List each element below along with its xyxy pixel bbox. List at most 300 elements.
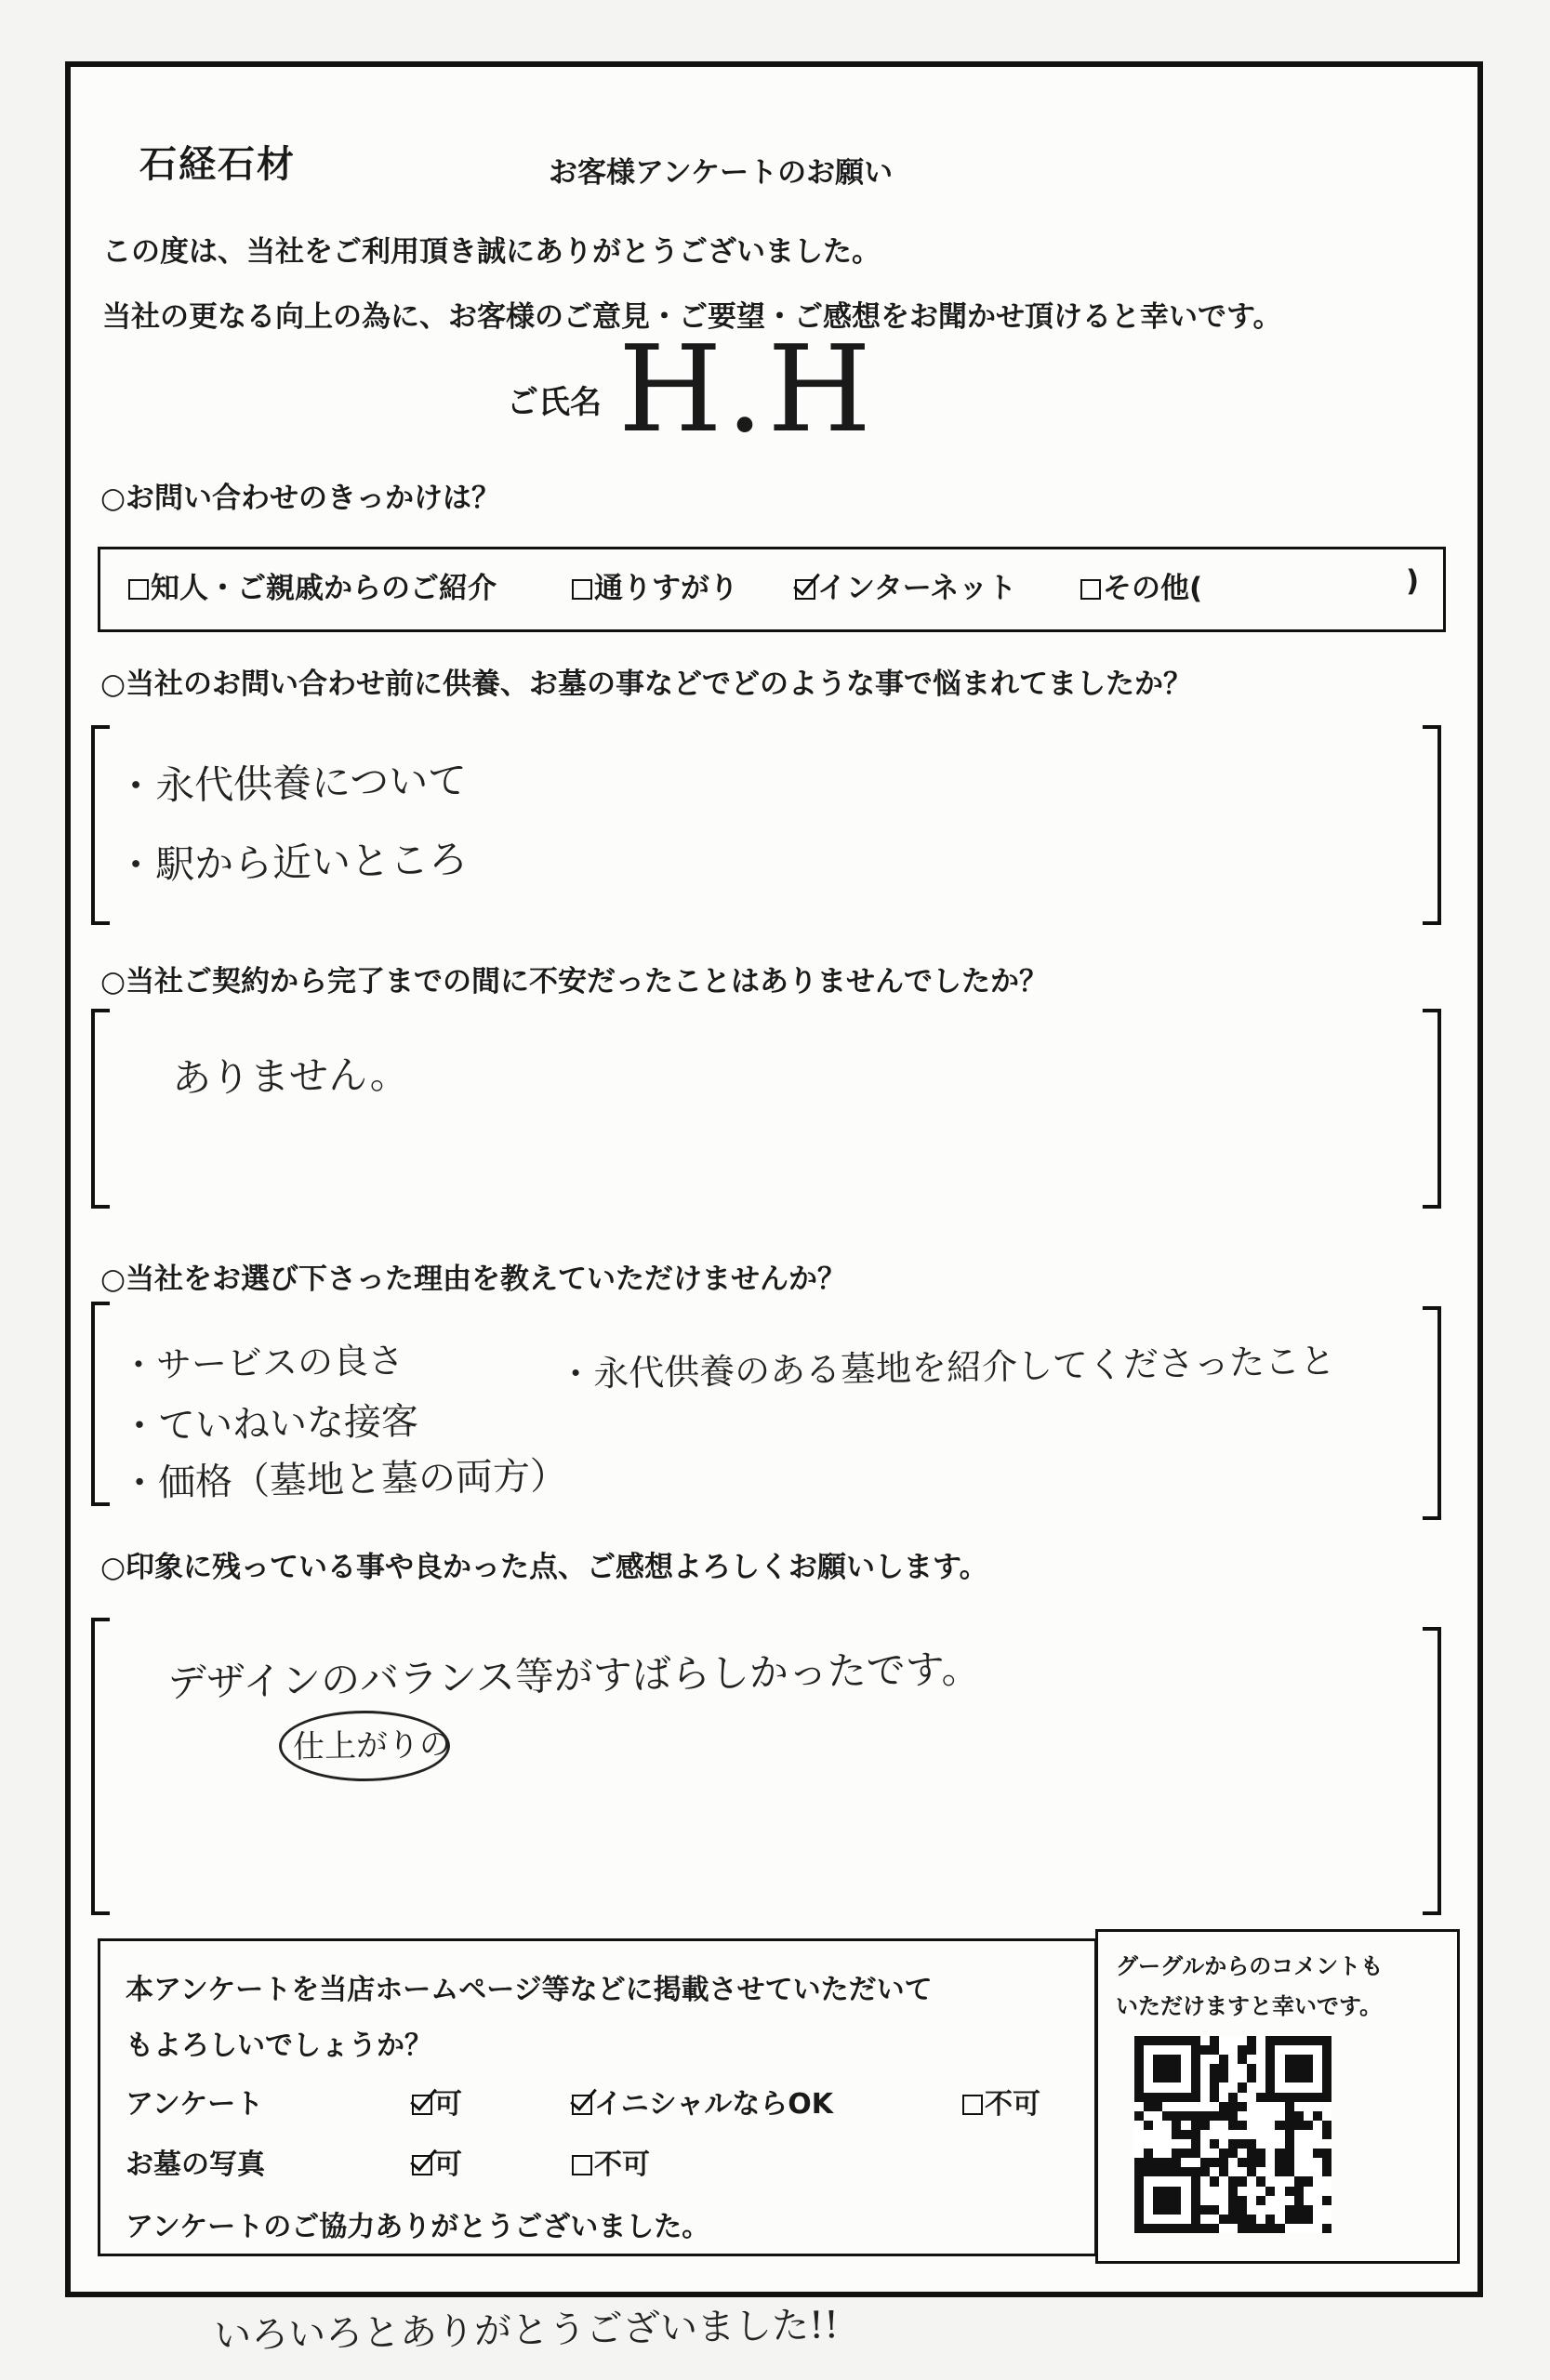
qr-module (1247, 2073, 1256, 2082)
qr-module (1153, 2073, 1162, 2082)
qr-module (1153, 2187, 1162, 2196)
qr-module (1285, 2196, 1294, 2205)
qr-module (1256, 2224, 1265, 2233)
qr-module (1228, 2196, 1238, 2205)
qr-module (1304, 2139, 1313, 2149)
qr-module (1313, 2196, 1322, 2205)
qr-module (1304, 2167, 1313, 2176)
checkbox-survey-deny[interactable] (962, 2095, 983, 2115)
qr-module (1200, 2045, 1210, 2055)
intro-line-2: 当社の更なる向上の為に、お客様のご意見・ご要望・ご感想をお聞かせ頂けると幸いです。 (102, 300, 1282, 334)
qr-module (1153, 2064, 1162, 2073)
qr-module (1313, 2139, 1322, 2149)
qr-module (1153, 2158, 1162, 2167)
qr-module (1134, 2196, 1144, 2205)
option-other[interactable] (1080, 564, 1202, 606)
qr-module (1247, 2224, 1256, 2233)
qr-module (1265, 2149, 1275, 2158)
qr-module (1322, 2036, 1331, 2045)
qr-module (1162, 2045, 1172, 2055)
qr-module (1181, 2176, 1190, 2186)
qr-module (1238, 2130, 1247, 2139)
qr-module (1247, 2139, 1256, 2149)
answer-reason-3: ・ていねいな接客 (120, 1400, 419, 1448)
answer-bracket-right (1423, 1009, 1441, 1209)
qr-module (1238, 2055, 1247, 2064)
qr-panel-line-2: いただけますと幸いです。 (1116, 1993, 1383, 2019)
qr-module (1313, 2130, 1322, 2139)
survey-option-initials[interactable] (572, 2081, 833, 2122)
qr-module (1294, 2158, 1304, 2167)
qr-module (1228, 2111, 1238, 2121)
qr-module (1181, 2073, 1190, 2082)
qr-module (1172, 2082, 1181, 2092)
answer-bracket-left (91, 725, 110, 925)
qr-module (1238, 2111, 1247, 2121)
qr-module (1200, 2196, 1210, 2205)
qr-module (1162, 2149, 1172, 2158)
qr-module (1181, 2187, 1190, 2196)
qr-module (1144, 2139, 1153, 2149)
qr-module (1162, 2176, 1172, 2186)
qr-module (1313, 2045, 1322, 2055)
qr-module (1228, 2215, 1238, 2224)
qr-module (1275, 2224, 1284, 2233)
qr-module (1200, 2139, 1210, 2149)
consent-line-2: もよろしいでしょうか？ (126, 2030, 432, 2062)
qr-module (1256, 2215, 1265, 2224)
qr-module (1275, 2093, 1284, 2102)
checkbox-referral[interactable] (128, 579, 149, 600)
qr-module (1294, 2215, 1304, 2224)
qr-module (1285, 2149, 1294, 2158)
qr-module (1256, 2167, 1265, 2176)
company-name: 石経石材 (139, 143, 296, 186)
checkbox-survey-initials-checked[interactable] (572, 2095, 592, 2115)
qr-module (1134, 2111, 1144, 2121)
qr-module (1162, 2215, 1172, 2224)
qr-module (1219, 2139, 1228, 2149)
qr-module (1313, 2064, 1322, 2073)
qr-module (1304, 2187, 1313, 2196)
qr-module (1256, 2102, 1265, 2111)
qr-module (1162, 2064, 1172, 2073)
qr-module (1313, 2102, 1322, 2111)
qr-module (1275, 2036, 1284, 2045)
checkbox-passing-by[interactable] (572, 579, 592, 600)
qr-module (1285, 2205, 1294, 2215)
qr-module (1322, 2073, 1331, 2082)
qr-module (1294, 2082, 1304, 2092)
qr-module (1134, 2073, 1144, 2082)
qr-module (1181, 2149, 1190, 2158)
qr-module (1162, 2224, 1172, 2233)
qr-module (1247, 2064, 1256, 2073)
qr-module (1210, 2149, 1219, 2158)
qr-module (1191, 2102, 1200, 2111)
qr-module (1247, 2036, 1256, 2045)
qr-module (1256, 2064, 1265, 2073)
qr-module (1294, 2149, 1304, 2158)
qr-module (1275, 2082, 1284, 2092)
qr-module (1265, 2196, 1275, 2205)
consent-line-1: 本アンケートを当店ホームページ等などに掲載させていただいて (126, 1974, 933, 2006)
qr-panel-line-1: グーグルからのコメントも (1116, 1953, 1384, 1979)
survey-option-deny[interactable] (962, 2081, 1040, 2122)
qr-module (1238, 2045, 1247, 2055)
answer-bracket-right (1423, 725, 1441, 925)
qr-module (1219, 2111, 1228, 2121)
checkbox-internet-checked[interactable] (795, 579, 815, 600)
qr-module (1200, 2205, 1210, 2215)
survey-option-allow[interactable] (412, 2081, 462, 2122)
qr-module (1275, 2121, 1284, 2130)
qr-module (1322, 2102, 1331, 2111)
answer-reason-4: ・価格（墓地と墓の両方） (120, 1454, 568, 1506)
qr-module (1153, 2215, 1162, 2224)
answer-bracket-left (91, 1302, 110, 1506)
qr-module (1228, 2055, 1238, 2064)
qr-module (1172, 2064, 1181, 2073)
qr-module (1153, 2149, 1162, 2158)
qr-module (1210, 2082, 1219, 2092)
qr-module (1228, 2187, 1238, 2196)
answer-bracket-right (1423, 1306, 1441, 1520)
qr-module (1172, 2045, 1181, 2055)
qr-module (1256, 2205, 1265, 2215)
question-reason: ○当社をお選び下さった理由を教えていただけませんか？ (100, 1263, 847, 1296)
qr-module (1322, 2055, 1331, 2064)
qr-module (1322, 2224, 1331, 2233)
qr-module (1322, 2187, 1331, 2196)
qr-module (1191, 2073, 1200, 2082)
qr-module (1200, 2082, 1210, 2092)
qr-module (1210, 2064, 1219, 2073)
question-inquiry-trigger: ○お問い合わせのきっかけは？ (100, 482, 501, 515)
qr-module (1285, 2093, 1294, 2102)
qr-module (1313, 2158, 1322, 2167)
qr-module (1162, 2093, 1172, 2102)
qr-module (1181, 2167, 1190, 2176)
qr-module (1172, 2224, 1181, 2233)
qr-module (1172, 2149, 1181, 2158)
photo-option-allow[interactable] (412, 2141, 462, 2182)
qr-module (1153, 2121, 1162, 2130)
answer-concern-1: ・永代供養について (115, 757, 468, 810)
qr-module (1200, 2093, 1210, 2102)
qr-module (1181, 2036, 1190, 2045)
option-passing-by-label: 通りすがり (594, 572, 738, 605)
qr-module (1191, 2045, 1200, 2055)
qr-module (1162, 2055, 1172, 2064)
qr-module (1247, 2205, 1256, 2215)
qr-module (1219, 2224, 1228, 2233)
qr-module (1275, 2073, 1284, 2082)
qr-module (1285, 2102, 1294, 2111)
qr-module (1285, 2187, 1294, 2196)
qr-module (1275, 2045, 1284, 2055)
qr-module (1153, 2139, 1162, 2149)
qr-module (1228, 2082, 1238, 2092)
qr-module (1275, 2167, 1284, 2176)
qr-module (1304, 2158, 1313, 2167)
qr-module (1265, 2205, 1275, 2215)
qr-module (1181, 2139, 1190, 2149)
qr-module (1313, 2082, 1322, 2092)
qr-module (1285, 2158, 1294, 2167)
qr-module (1162, 2073, 1172, 2082)
qr-module (1144, 2036, 1153, 2045)
qr-module (1219, 2130, 1228, 2139)
question-prior-concerns: ○当社のお問い合わせ前に供養、お墓の事などでどのような事で悩まれてましたか？ (100, 668, 1193, 701)
qr-code-icon[interactable] (1134, 2036, 1331, 2233)
qr-module (1153, 2167, 1162, 2176)
qr-module (1294, 2130, 1304, 2139)
name-value[interactable]: H.H (618, 321, 875, 459)
qr-module (1200, 2102, 1210, 2111)
qr-module (1153, 2055, 1162, 2064)
qr-module (1265, 2130, 1275, 2139)
qr-module (1247, 2082, 1256, 2092)
qr-module (1144, 2187, 1153, 2196)
question-impressions: ○印象に残っている事や良かった点、ご感想よろしくお願いします。 (100, 1551, 988, 1584)
qr-module (1247, 2176, 1256, 2186)
checkbox-other[interactable] (1080, 579, 1101, 600)
qr-module (1275, 2205, 1284, 2215)
qr-module (1275, 2215, 1284, 2224)
qr-module (1210, 2158, 1219, 2167)
qr-module (1153, 2205, 1162, 2215)
qr-module (1313, 2055, 1322, 2064)
qr-module (1210, 2167, 1219, 2176)
option-other-close: ) (1406, 564, 1420, 598)
qr-module (1134, 2130, 1144, 2139)
qr-module (1172, 2130, 1181, 2139)
option-internet[interactable] (795, 564, 1016, 606)
qr-module (1144, 2055, 1153, 2064)
qr-module (1256, 2111, 1265, 2121)
qr-module (1265, 2158, 1275, 2167)
qr-module (1322, 2064, 1331, 2073)
qr-module (1172, 2036, 1181, 2045)
qr-module (1247, 2111, 1256, 2121)
option-referral[interactable] (128, 564, 497, 606)
qr-module (1322, 2205, 1331, 2215)
qr-module (1265, 2082, 1275, 2092)
qr-module (1256, 2073, 1265, 2082)
qr-module (1162, 2102, 1172, 2111)
qr-module (1285, 2111, 1294, 2121)
qr-module (1247, 2102, 1256, 2111)
qr-module (1313, 2205, 1322, 2215)
qr-module (1200, 2055, 1210, 2064)
qr-module (1134, 2176, 1144, 2186)
qr-module (1191, 2167, 1200, 2176)
qr-module (1191, 2121, 1200, 2130)
qr-module (1134, 2036, 1144, 2045)
qr-module (1210, 2205, 1219, 2215)
qr-module (1200, 2167, 1210, 2176)
qr-module (1294, 2139, 1304, 2149)
qr-module (1256, 2055, 1265, 2064)
name-label: ご氏名 (507, 384, 602, 421)
qr-module (1144, 2045, 1153, 2055)
qr-module (1191, 2093, 1200, 2102)
qr-module (1322, 2111, 1331, 2121)
qr-module (1191, 2139, 1200, 2149)
qr-module (1294, 2073, 1304, 2082)
qr-module (1144, 2082, 1153, 2092)
qr-module (1210, 2139, 1219, 2149)
qr-module (1200, 2130, 1210, 2139)
qr-module (1191, 2215, 1200, 2224)
qr-module (1247, 2121, 1256, 2130)
qr-module (1247, 2158, 1256, 2167)
qr-module (1304, 2093, 1313, 2102)
qr-module (1181, 2111, 1190, 2121)
qr-module (1265, 2073, 1275, 2082)
qr-module (1228, 2073, 1238, 2082)
qr-module (1304, 2111, 1313, 2121)
qr-module (1238, 2121, 1247, 2130)
option-referral-label: 知人・ご親戚からのご紹介 (151, 572, 497, 605)
qr-module (1285, 2167, 1294, 2176)
qr-module (1181, 2121, 1190, 2130)
qr-module (1256, 2082, 1265, 2092)
answer-insert: 仕上がりの (292, 1726, 452, 1766)
qr-module (1191, 2082, 1200, 2092)
qr-module (1265, 2167, 1275, 2176)
qr-module (1200, 2111, 1210, 2121)
qr-module (1144, 2158, 1153, 2167)
qr-module (1294, 2196, 1304, 2205)
qr-module (1275, 2102, 1284, 2111)
qr-module (1219, 2082, 1228, 2092)
qr-module (1294, 2121, 1304, 2130)
qr-module (1162, 2130, 1172, 2139)
qr-module (1265, 2064, 1275, 2073)
qr-module (1285, 2130, 1294, 2139)
qr-module (1153, 2130, 1162, 2139)
qr-module (1219, 2093, 1228, 2102)
qr-module (1265, 2176, 1275, 2186)
qr-module (1294, 2102, 1304, 2111)
photo-option-deny[interactable] (572, 2141, 650, 2182)
qr-module (1304, 2082, 1313, 2092)
qr-module (1294, 2111, 1304, 2121)
qr-module (1191, 2149, 1200, 2158)
qr-module (1134, 2055, 1144, 2064)
qr-module (1200, 2158, 1210, 2167)
qr-module (1228, 2176, 1238, 2186)
qr-module (1247, 2167, 1256, 2176)
qr-module (1181, 2224, 1190, 2233)
qr-module (1162, 2139, 1172, 2149)
survey-title: お客様アンケートのお願い (549, 156, 894, 190)
qr-module (1153, 2045, 1162, 2055)
qr-module (1162, 2205, 1172, 2215)
qr-module (1285, 2082, 1294, 2092)
qr-module (1134, 2149, 1144, 2158)
qr-module (1265, 2215, 1275, 2224)
survey-option-deny-label: 不可 (985, 2088, 1040, 2121)
survey-option-allow-label: 可 (434, 2088, 462, 2121)
qr-module (1134, 2121, 1144, 2130)
qr-module (1294, 2176, 1304, 2186)
qr-module (1313, 2176, 1322, 2186)
qr-module (1238, 2196, 1247, 2205)
qr-module (1153, 2093, 1162, 2102)
qr-module (1294, 2224, 1304, 2233)
qr-module (1210, 2073, 1219, 2082)
photo-consent-label: お墓の写真 (126, 2149, 265, 2181)
qr-module (1265, 2111, 1275, 2121)
qr-module (1191, 2111, 1200, 2121)
checkbox-survey-allow-checked[interactable] (412, 2095, 432, 2115)
answer-bracket-left (91, 1009, 110, 1209)
qr-module (1322, 2093, 1331, 2102)
qr-module (1200, 2215, 1210, 2224)
qr-module (1256, 2093, 1265, 2102)
qr-module (1247, 2093, 1256, 2102)
qr-module (1134, 2045, 1144, 2055)
qr-module (1153, 2082, 1162, 2092)
qr-module (1304, 2149, 1313, 2158)
qr-module (1313, 2073, 1322, 2082)
qr-module (1304, 2215, 1313, 2224)
answer-bracket-right (1423, 1627, 1441, 1915)
qr-module (1172, 2121, 1181, 2130)
qr-module (1172, 2176, 1181, 2186)
qr-module (1228, 2045, 1238, 2055)
qr-module (1144, 2167, 1153, 2176)
qr-module (1200, 2121, 1210, 2130)
qr-module (1134, 2093, 1144, 2102)
qr-module (1144, 2224, 1153, 2233)
qr-module (1256, 2130, 1265, 2139)
qr-module (1238, 2149, 1247, 2158)
qr-module (1294, 2036, 1304, 2045)
qr-module (1172, 2167, 1181, 2176)
qr-module (1265, 2093, 1275, 2102)
qr-module (1153, 2036, 1162, 2045)
checkbox-photo-deny[interactable] (572, 2155, 592, 2175)
checkbox-photo-allow-checked[interactable] (412, 2155, 432, 2175)
qr-module (1172, 2055, 1181, 2064)
qr-module (1238, 2215, 1247, 2224)
qr-module (1210, 2093, 1219, 2102)
qr-module (1313, 2093, 1322, 2102)
qr-module (1285, 2224, 1294, 2233)
qr-module (1256, 2045, 1265, 2055)
handwritten-thanks: いろいろとありがとうございました!! (213, 2304, 840, 2358)
qr-module (1210, 2121, 1219, 2130)
qr-module (1219, 2215, 1228, 2224)
qr-module (1228, 2149, 1238, 2158)
qr-module (1181, 2158, 1190, 2167)
qr-module (1228, 2036, 1238, 2045)
qr-module (1256, 2139, 1265, 2149)
qr-module (1294, 2187, 1304, 2196)
qr-module (1219, 2121, 1228, 2130)
qr-module (1134, 2158, 1144, 2167)
option-passing-by[interactable] (572, 564, 738, 606)
qr-module (1304, 2130, 1313, 2139)
qr-module (1219, 2055, 1228, 2064)
qr-module (1322, 2196, 1331, 2205)
answer-reason-2: ・永代供養のある墓地を紹介してくださったこと (557, 1340, 1336, 1395)
qr-module (1200, 2149, 1210, 2158)
